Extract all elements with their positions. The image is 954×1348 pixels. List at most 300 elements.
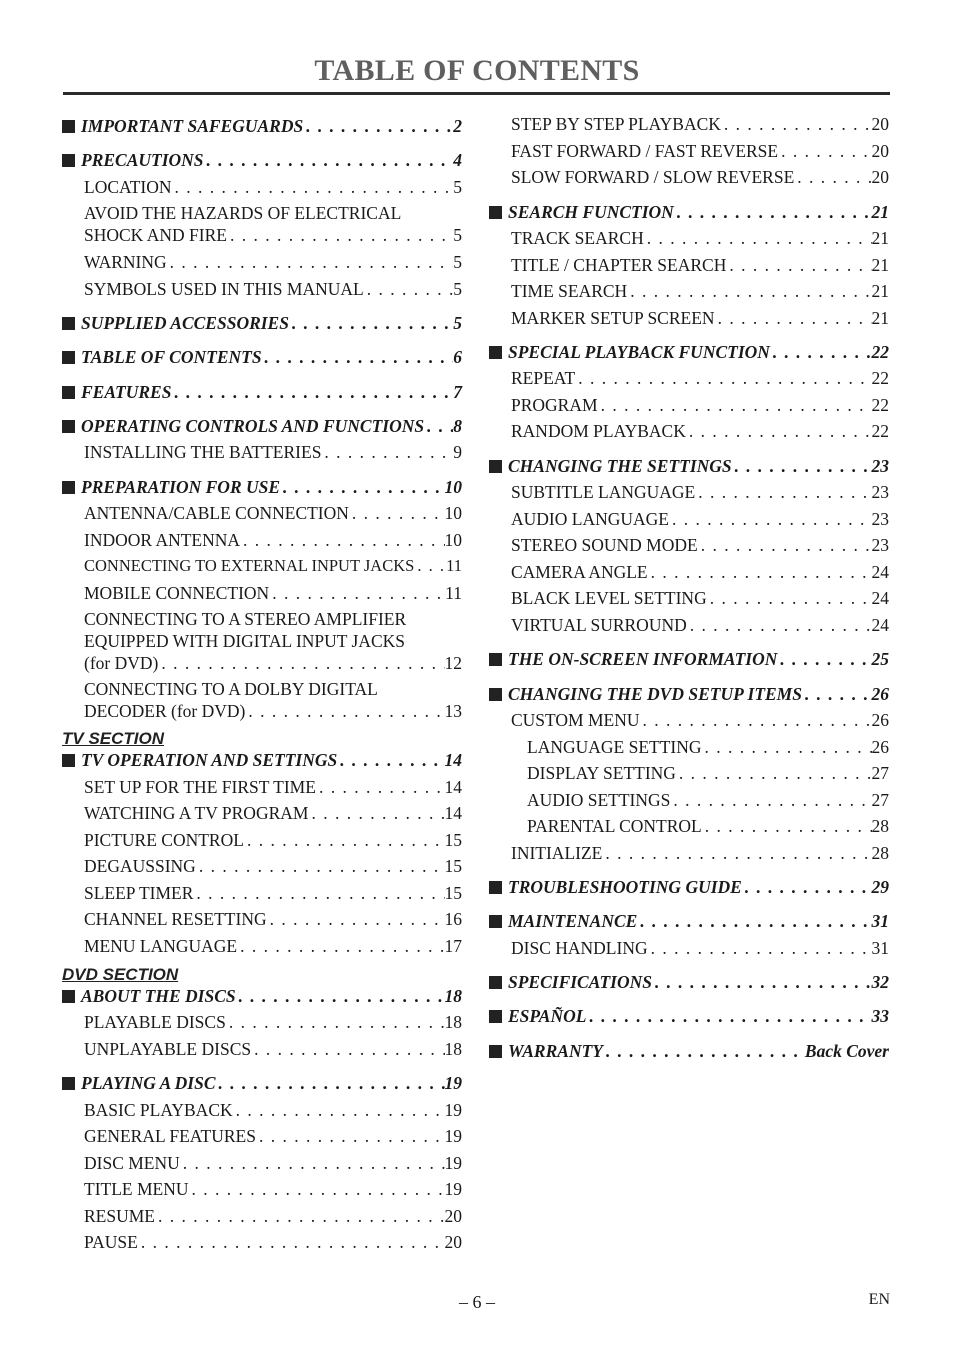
leader-dots: [648, 561, 872, 583]
leader-dots: [262, 346, 454, 368]
toc-entry-title: DISPLAY SETTING: [527, 763, 676, 783]
toc-entry-title: DEGAUSSING: [84, 856, 196, 876]
toc-heading-entry: [62, 115, 462, 137]
toc-page-number: 5: [453, 313, 462, 333]
toc-entry-line: CONNECTING TO A DOLBY DIGITAL: [84, 679, 378, 699]
toc-entry: [489, 394, 889, 416]
leader-dots: [702, 736, 872, 758]
toc-entry-title: PARENTAL CONTROL: [527, 816, 702, 836]
toc-entry-title: SPECIAL PLAYBACK FUNCTION: [508, 342, 770, 362]
leader-dots: [586, 1005, 871, 1027]
leader-dots: [742, 876, 872, 898]
leader-dots: [644, 227, 872, 249]
leader-dots: [686, 420, 872, 442]
toc-heading-entry: [489, 876, 889, 898]
toc-entry: [62, 1231, 462, 1253]
toc-entry: [62, 829, 462, 851]
toc-entry: [489, 420, 889, 442]
toc-page-number: 27: [871, 790, 889, 810]
toc-entry: [489, 937, 889, 959]
leader-dots: [414, 555, 446, 577]
toc-heading-entry: [489, 201, 889, 223]
toc-entry-title: TROUBLESHOOTING GUIDE: [508, 877, 742, 897]
toc-entry-title: FEATURES: [81, 382, 172, 402]
toc-heading-entry: [489, 910, 889, 932]
leader-dots: [244, 829, 445, 851]
toc-entry-title: TIME SEARCH: [511, 281, 628, 301]
toc-page-number: 21: [871, 281, 889, 301]
toc-entry: [62, 278, 462, 300]
toc-entry: [62, 441, 462, 463]
toc-page-number: 20: [871, 141, 889, 161]
leader-dots: [289, 312, 453, 334]
toc-entry: [489, 367, 889, 389]
toc-entry: [489, 113, 889, 135]
toc-heading-entry: [489, 1040, 889, 1062]
toc-entry: [489, 227, 889, 249]
toc-entry-title: BLACK LEVEL SETTING: [511, 588, 707, 608]
square-bullet-icon: [62, 317, 75, 330]
toc-page-number: 16: [444, 909, 462, 929]
leader-dots: [640, 709, 872, 731]
toc-entry: [489, 789, 889, 811]
toc-page-number: 7: [453, 382, 462, 402]
toc-entry: [62, 1152, 462, 1174]
toc-entry: [489, 508, 889, 530]
toc-entry-title: STEREO SOUND MODE: [511, 535, 698, 555]
toc-entry: [62, 502, 462, 524]
toc-entry-title: MOBILE CONNECTION: [84, 583, 270, 603]
toc-heading-entry: [62, 749, 462, 771]
leader-dots: [308, 802, 444, 824]
square-bullet-icon: [62, 420, 75, 433]
toc-page-number: 29: [871, 877, 889, 897]
toc-page-number: 21: [871, 228, 889, 248]
square-bullet-icon: [489, 1045, 502, 1058]
leader-dots: [598, 394, 872, 416]
toc-page-number: 24: [871, 562, 889, 582]
toc-page-number: 21: [871, 255, 889, 275]
toc-page-number: 17: [444, 936, 462, 956]
toc-entry-title: STEP BY STEP PLAYBACK: [511, 114, 721, 134]
leader-dots: [204, 149, 454, 171]
toc-entry: [489, 842, 889, 864]
leader-dots: [575, 367, 871, 389]
leader-dots: [349, 502, 445, 524]
toc-heading-entry: [62, 346, 462, 368]
toc-page-number: 20: [871, 167, 889, 187]
leader-dots: [189, 1178, 445, 1200]
toc-entry: [62, 882, 462, 904]
toc-entry-title: PREPARATION FOR USE: [81, 477, 281, 497]
toc-heading-entry: [62, 381, 462, 403]
leader-dots: [216, 1072, 445, 1094]
toc-entry-title: PRECAUTIONS: [81, 150, 204, 170]
toc-entry-title: SYMBOLS USED IN THIS MANUAL: [84, 279, 364, 299]
toc-page-number: 28: [871, 816, 889, 836]
leader-dots: [316, 776, 445, 798]
toc-entry-title: SEARCH FUNCTION: [508, 202, 674, 222]
language-code: EN: [868, 1291, 890, 1308]
toc-entry-title: TABLE OF CONTENTS: [81, 347, 262, 367]
toc-entry-title: DISC HANDLING: [511, 938, 648, 958]
square-bullet-icon: [489, 881, 502, 894]
toc-page-number: 12: [444, 653, 462, 673]
leader-dots: [674, 201, 872, 223]
toc-entry: [489, 587, 889, 609]
square-bullet-icon: [489, 976, 502, 989]
toc-entry: [62, 529, 462, 551]
toc-entry: [62, 776, 462, 798]
toc-page-number: 19: [444, 1073, 462, 1093]
toc-page-number: 26: [871, 710, 889, 730]
toc-heading-entry: [489, 341, 889, 363]
toc-entry-title: BASIC PLAYBACK: [84, 1100, 233, 1120]
toc-entry-title: WARRANTY: [508, 1041, 603, 1061]
toc-page-number: 9: [453, 442, 462, 462]
toc-page-number: 25: [871, 649, 889, 669]
toc-heading-entry: [62, 1072, 462, 1094]
toc-entry-line: AVOID THE HAZARDS OF ELECTRICAL: [84, 203, 402, 223]
toc-entry-title: SHOCK AND FIRE: [84, 225, 227, 245]
toc-entry-title: IMPORTANT SAFEGUARDS: [81, 116, 304, 136]
leader-dots: [245, 700, 444, 722]
leader-dots: [237, 935, 444, 957]
leader-dots: [721, 113, 872, 135]
toc-heading-entry: [489, 683, 889, 705]
toc-page-number: 10: [444, 477, 462, 497]
toc-entry: [489, 307, 889, 329]
toc-page-number: 10: [444, 503, 462, 523]
toc-page-number: 26: [871, 684, 889, 704]
square-bullet-icon: [62, 481, 75, 494]
toc-entry-title: RESUME: [84, 1206, 155, 1226]
leader-dots: [702, 815, 872, 837]
toc-page-number: 19: [444, 1179, 462, 1199]
toc-entry: [62, 608, 462, 674]
toc-page-number: 11: [445, 583, 462, 603]
toc-page-number: 26: [871, 737, 889, 757]
toc-page-number: 32: [871, 972, 889, 992]
toc-page-number: 19: [444, 1153, 462, 1173]
leader-dots: [687, 614, 872, 636]
leader-dots: [269, 582, 445, 604]
square-bullet-icon: [489, 346, 502, 359]
toc-entry: [489, 166, 889, 188]
leader-dots: [637, 910, 871, 932]
toc-entry: [62, 678, 462, 722]
leader-dots: [267, 908, 445, 930]
toc-entry: [489, 614, 889, 636]
toc-entry: [62, 855, 462, 877]
square-bullet-icon: [489, 688, 502, 701]
toc-heading-entry: [62, 415, 462, 437]
toc-entry-title: PLAYING A DISC: [81, 1073, 216, 1093]
toc-heading-entry: [489, 648, 889, 670]
toc-entry-line: EQUIPPED WITH DIGITAL INPUT JACKS: [84, 631, 406, 651]
leader-dots: [171, 381, 453, 403]
toc-entry-title: SPECIFICATIONS: [508, 972, 652, 992]
toc-entry-title: FAST FORWARD / FAST REVERSE: [511, 141, 779, 161]
toc-page-number: 19: [444, 1100, 462, 1120]
leader-dots: [193, 882, 444, 904]
toc-page-number: 5: [453, 225, 462, 245]
toc-entry: [62, 935, 462, 957]
toc-page-number: 4: [453, 150, 462, 170]
square-bullet-icon: [489, 653, 502, 666]
toc-entry: [489, 736, 889, 758]
leader-dots: [240, 529, 444, 551]
leader-dots: [676, 762, 872, 784]
toc-entry-title: AUDIO LANGUAGE: [511, 509, 669, 529]
toc-page-number: 14: [444, 777, 462, 797]
toc-entry-title: CHANGING THE SETTINGS: [508, 456, 732, 476]
toc-entry: [62, 176, 462, 198]
toc-entry-title: CHANGING THE DVD SETUP ITEMS: [508, 684, 802, 704]
toc-page-number: 5: [453, 252, 462, 272]
title-rule: [63, 92, 890, 95]
toc-entry-title: UNPLAYABLE DISCS: [84, 1039, 252, 1059]
square-bullet-icon: [489, 206, 502, 219]
toc-entry: [489, 762, 889, 784]
leader-dots: [226, 1011, 445, 1033]
toc-entry: [62, 802, 462, 824]
toc-entry: [489, 481, 889, 503]
toc-entry-title: MARKER SETUP SCREEN: [511, 308, 715, 328]
leader-dots: [602, 842, 871, 864]
toc-entry-title: CONNECTING TO EXTERNAL INPUT JACKS: [84, 556, 415, 575]
toc-page-number: 10: [444, 530, 462, 550]
toc-entry-title: MAINTENANCE: [508, 911, 638, 931]
square-bullet-icon: [489, 915, 502, 928]
toc-page-number: 23: [871, 482, 889, 502]
toc-entry-title: DECODER (for DVD): [84, 701, 246, 721]
toc-entry-title: SUBTITLE LANGUAGE: [511, 482, 696, 502]
toc-entry-title: TRACK SEARCH: [511, 228, 644, 248]
leader-dots: [652, 971, 872, 993]
leader-dots: [196, 855, 445, 877]
toc-entry-title: WATCHING A TV PROGRAM: [84, 803, 309, 823]
toc-entry: [489, 280, 889, 302]
toc-entry: [489, 709, 889, 731]
toc-page-number: 5: [453, 279, 462, 299]
leader-dots: [695, 481, 871, 503]
toc-page-number: 21: [871, 202, 889, 222]
toc-entry-title: AUDIO SETTINGS: [527, 790, 671, 810]
square-bullet-icon: [489, 1010, 502, 1023]
leader-dots: [424, 415, 453, 437]
toc-entry: [62, 251, 462, 273]
leader-dots: [280, 476, 444, 498]
toc-page-number: 14: [444, 803, 462, 823]
toc-entry-title: THE ON-SCREEN INFORMATION: [508, 649, 778, 669]
toc-page-number: 33: [871, 1006, 889, 1026]
toc-entry-title: VIRTUAL SURROUND: [511, 615, 687, 635]
square-bullet-icon: [62, 351, 75, 364]
toc-entry-title: GENERAL FEATURES: [84, 1126, 256, 1146]
toc-entry-title: SUPPLIED ACCESSORIES: [81, 313, 289, 333]
toc-entry-title: OPERATING CONTROLS AND FUNCTIONS: [81, 416, 425, 436]
toc-entry-title: RANDOM PLAYBACK: [511, 421, 686, 441]
leader-dots: [648, 937, 872, 959]
toc-entry-title: INSTALLING THE BATTERIES: [84, 442, 322, 462]
toc-entry: [62, 908, 462, 930]
page-title: TABLE OF CONTENTS: [314, 54, 640, 87]
leader-dots: [251, 1038, 444, 1060]
toc-entry: [489, 815, 889, 837]
toc-page-number: 22: [871, 421, 889, 441]
square-bullet-icon: [62, 154, 75, 167]
toc-entry-title: INDOOR ANTENNA: [84, 530, 241, 550]
leader-dots: [167, 251, 454, 273]
toc-entry: [62, 202, 462, 246]
toc-page-number: 23: [871, 535, 889, 555]
leader-dots: [233, 1099, 445, 1121]
toc-entry-title: ABOUT THE DISCS: [81, 986, 236, 1006]
leader-dots: [158, 652, 444, 674]
toc-entry-title: LANGUAGE SETTING: [527, 737, 702, 757]
toc-page-number: 15: [444, 856, 462, 876]
toc-entry: [62, 1011, 462, 1033]
leader-dots: [707, 587, 872, 609]
square-bullet-icon: [62, 754, 75, 767]
square-bullet-icon: [489, 460, 502, 473]
leader-dots: [715, 307, 872, 329]
toc-heading-entry: [62, 476, 462, 498]
leader-dots: [732, 455, 872, 477]
leader-dots: [698, 534, 872, 556]
section-label: TV SECTION: [62, 729, 165, 748]
toc-entry: [489, 254, 889, 276]
toc-entry: [62, 1205, 462, 1227]
toc-heading-entry: [62, 312, 462, 334]
toc-entry: [489, 561, 889, 583]
toc-entry-title: PLAYABLE DISCS: [84, 1012, 226, 1032]
toc-heading-entry: [489, 971, 889, 993]
toc-page-number: 21: [871, 308, 889, 328]
leader-dots: [227, 224, 453, 246]
toc-page-number: 5: [453, 177, 462, 197]
toc-page-number: 15: [444, 883, 462, 903]
toc-page-number: 31: [871, 938, 889, 958]
toc-entry-title: PAUSE: [84, 1232, 138, 1252]
toc-entry-title: CAMERA ANGLE: [511, 562, 648, 582]
toc-page-number: 22: [871, 342, 889, 362]
toc-entry: [489, 140, 889, 162]
toc-entry: [62, 582, 462, 604]
toc-page-number: 23: [871, 509, 889, 529]
toc-page-number: 23: [871, 456, 889, 476]
toc-entry-title: MENU LANGUAGE: [84, 936, 238, 956]
toc-entry-title: CUSTOM MENU: [511, 710, 640, 730]
leader-dots: [603, 1040, 805, 1062]
toc-entry: [62, 1125, 462, 1147]
toc-page-number: 22: [871, 395, 889, 415]
toc-entry: [62, 1038, 462, 1060]
toc-page-number: 31: [871, 911, 889, 931]
leader-dots: [236, 985, 445, 1007]
square-bullet-icon: [62, 990, 75, 1003]
leader-dots: [777, 648, 871, 670]
leader-dots: [155, 1205, 445, 1227]
toc-entry-title: TV OPERATION AND SETTINGS: [81, 750, 338, 770]
leader-dots: [770, 341, 872, 363]
toc-entry: [62, 1099, 462, 1121]
toc-page-number: 24: [871, 615, 889, 635]
toc-entry-title: SET UP FOR THE FIRST TIME: [84, 777, 316, 797]
leader-dots: [337, 749, 444, 771]
toc-entry-title: TITLE / CHAPTER SEARCH: [511, 255, 727, 275]
toc-page-number: 22: [871, 368, 889, 388]
leader-dots: [778, 140, 871, 162]
toc-heading-entry: [489, 1005, 889, 1027]
square-bullet-icon: [62, 386, 75, 399]
toc-page-number: 20: [444, 1206, 462, 1226]
section-label: DVD SECTION: [62, 965, 179, 984]
toc-page-number: 27: [871, 763, 889, 783]
toc-entry-title: REPEAT: [511, 368, 576, 388]
toc-entry-title: LOCATION: [84, 177, 172, 197]
toc-page-number: 14: [444, 750, 462, 770]
toc-entry-title: CHANNEL RESETTING: [84, 909, 267, 929]
toc-heading-entry: [489, 455, 889, 477]
leader-dots: [172, 176, 454, 198]
toc-page-number: 8: [453, 416, 462, 436]
leader-dots: [256, 1125, 445, 1147]
toc-page-number: 18: [444, 1012, 462, 1032]
leader-dots: [321, 441, 453, 463]
toc-page-number: 24: [871, 588, 889, 608]
toc-page-number: 19: [444, 1126, 462, 1146]
toc-entry-title: WARNING: [84, 252, 167, 272]
leader-dots: [794, 166, 871, 188]
leader-dots: [726, 254, 871, 276]
toc-page-number: 2: [453, 116, 462, 136]
toc-page-number: 18: [444, 1039, 462, 1059]
toc-entry-title: DISC MENU: [84, 1153, 180, 1173]
toc-entry-title: SLEEP TIMER: [84, 883, 194, 903]
leader-dots: [669, 508, 872, 530]
toc-page-number: Back Cover: [804, 1041, 889, 1061]
toc-page-number: 6: [453, 347, 462, 367]
toc-page-number: 11: [446, 556, 462, 575]
leader-dots: [670, 789, 871, 811]
leader-dots: [364, 278, 454, 300]
toc-entry-title: ESPAÑOL: [508, 1006, 587, 1026]
leader-dots: [303, 115, 453, 137]
toc-page-number: 20: [444, 1232, 462, 1252]
toc-heading-entry: [62, 985, 462, 1007]
toc-entry-title: ANTENNA/CABLE CONNECTION: [84, 503, 349, 523]
page-number: – 6 –: [459, 1292, 495, 1312]
toc-entry-line: CONNECTING TO A STEREO AMPLIFIER: [84, 609, 407, 629]
toc-entry-title: SLOW FORWARD / SLOW REVERSE: [511, 167, 795, 187]
toc-entry-title: PROGRAM: [511, 395, 598, 415]
toc-page-number: 20: [871, 114, 889, 134]
leader-dots: [627, 280, 871, 302]
toc-entry-title: INITIALIZE: [511, 843, 603, 863]
toc-entry: [489, 534, 889, 556]
leader-dots: [138, 1231, 445, 1253]
leader-dots: [802, 683, 872, 705]
square-bullet-icon: [62, 120, 75, 133]
toc-page-number: 18: [444, 986, 462, 1006]
toc-entry-title: PICTURE CONTROL: [84, 830, 244, 850]
square-bullet-icon: [62, 1077, 75, 1090]
toc-page-number: 13: [444, 701, 462, 721]
toc-entry: [62, 555, 462, 577]
toc-entry-title: (for DVD): [84, 653, 159, 673]
